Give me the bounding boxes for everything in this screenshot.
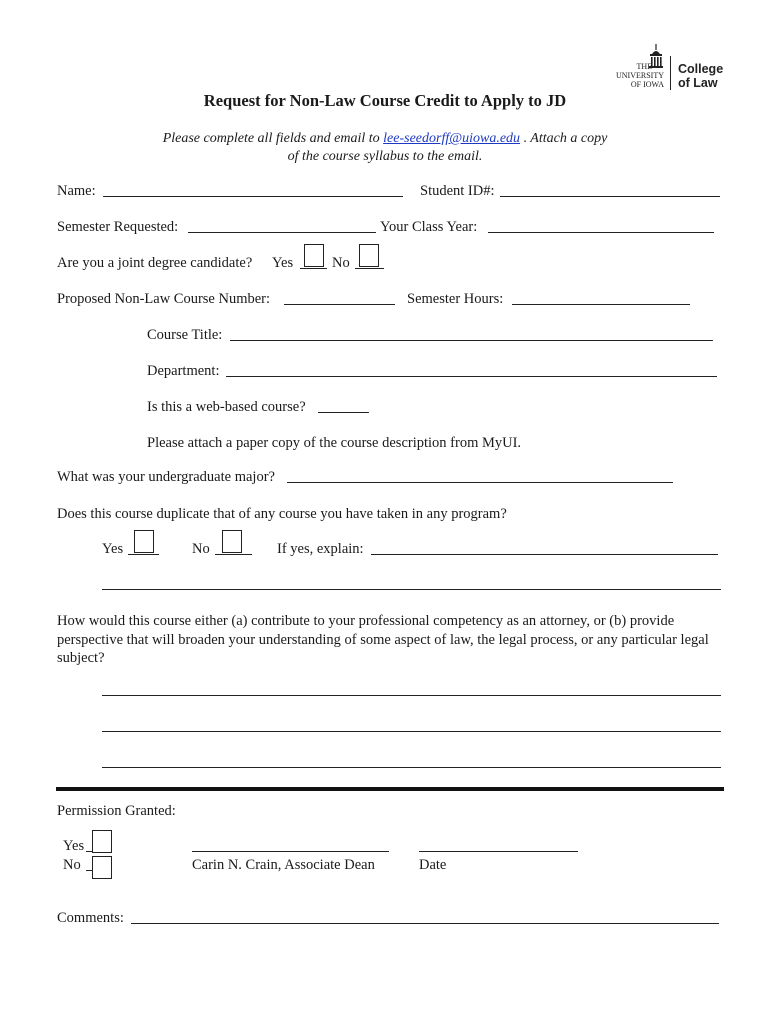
explain-field-line2[interactable] <box>103 573 720 591</box>
joint-no-label: No <box>332 255 350 271</box>
name-label: Name: <box>57 183 96 199</box>
duplicate-no-label: No <box>192 541 210 557</box>
duplicate-yes-label: Yes <box>102 541 124 557</box>
course-number-label: Proposed Non-Law Course Number: <box>57 291 271 307</box>
permission-label: Permission Granted: <box>57 803 176 819</box>
permission-no-checkbox[interactable] <box>92 856 112 879</box>
form-title: Request for Non-Law Course Credit to Apply to JD <box>203 91 567 110</box>
instructions <box>0 130 770 166</box>
student-id-field[interactable] <box>501 180 719 198</box>
class-year-field[interactable] <box>489 216 713 234</box>
comments-field[interactable] <box>132 907 718 925</box>
logo-of-law: of Law <box>678 76 718 90</box>
logo-the: THE <box>636 62 652 71</box>
contribute-answer-line3[interactable] <box>103 751 720 769</box>
permission-yes-checkbox[interactable] <box>92 830 112 853</box>
signer-name: Carin N. Crain, Associate Dean <box>192 857 375 873</box>
web-based-label: Is this a web-based course? <box>147 399 306 415</box>
contribute-answer-line2[interactable] <box>103 715 720 733</box>
university-of-iowa-law-logo <box>612 44 724 92</box>
explain-field[interactable] <box>372 538 717 556</box>
contribute-question: How would this course either (a) contribute to your professional competency as an attorney, or (b) provide perspective that will broaden your understanding of some aspect of law, the legal process, or any particular legal subject? <box>57 613 709 666</box>
course-title-field[interactable] <box>231 324 712 342</box>
logo-divider <box>670 56 671 90</box>
semester-requested-field[interactable] <box>189 216 375 234</box>
instructions-after-email: . Attach a copy <box>523 131 608 146</box>
date-field[interactable] <box>420 835 577 853</box>
department-label: Department: <box>147 363 220 379</box>
semester-hours-label: Semester Hours: <box>407 291 504 307</box>
joint-yes-label: Yes <box>272 255 294 271</box>
web-based-field[interactable] <box>319 396 368 414</box>
semester-hours-field[interactable] <box>513 288 689 306</box>
section-divider <box>56 787 724 791</box>
name-field[interactable] <box>104 180 402 198</box>
duplicate-no-checkbox[interactable] <box>222 530 242 553</box>
class-year-label: Your Class Year: <box>380 219 478 235</box>
logo-of-iowa: OF IOWA <box>630 80 664 89</box>
instructions-line2: of the course syllabus to the email. <box>287 149 483 164</box>
email-link[interactable]: lee-seedorff@uiowa.edu <box>383 131 521 146</box>
joint-yes-checkbox[interactable] <box>304 244 324 267</box>
date-label: Date <box>419 857 447 873</box>
student-id-label: Student ID#: <box>420 183 495 199</box>
if-yes-label: If yes, explain: <box>277 541 364 557</box>
duplicate-yes-checkbox[interactable] <box>134 530 154 553</box>
instructions-before-email: Please complete all fields and email to <box>162 131 380 146</box>
joint-no-checkbox[interactable] <box>359 244 379 267</box>
course-title-label: Course Title: <box>147 327 223 343</box>
logo-college: College <box>678 62 724 76</box>
attach-note: Please attach a paper copy of the course description from MyUI. <box>147 435 522 451</box>
undergrad-major-label: What was your undergraduate major? <box>57 469 275 485</box>
joint-degree-label: Are you a joint degree candidate? <box>57 255 253 271</box>
dean-signature-field[interactable] <box>193 835 388 853</box>
duplicate-label: Does this course duplicate that of any course you have taken in any program? <box>57 506 507 522</box>
contribute-answer-line1[interactable] <box>103 679 720 697</box>
semester-requested-label: Semester Requested: <box>57 219 179 235</box>
course-number-field[interactable] <box>285 288 394 306</box>
logo-university: UNIVERSITY <box>616 71 664 80</box>
comments-label: Comments: <box>57 910 124 926</box>
permission-no-label: No <box>63 857 81 873</box>
permission-yes-label: Yes <box>63 838 85 854</box>
department-field[interactable] <box>227 360 716 378</box>
undergrad-major-field[interactable] <box>288 466 672 484</box>
